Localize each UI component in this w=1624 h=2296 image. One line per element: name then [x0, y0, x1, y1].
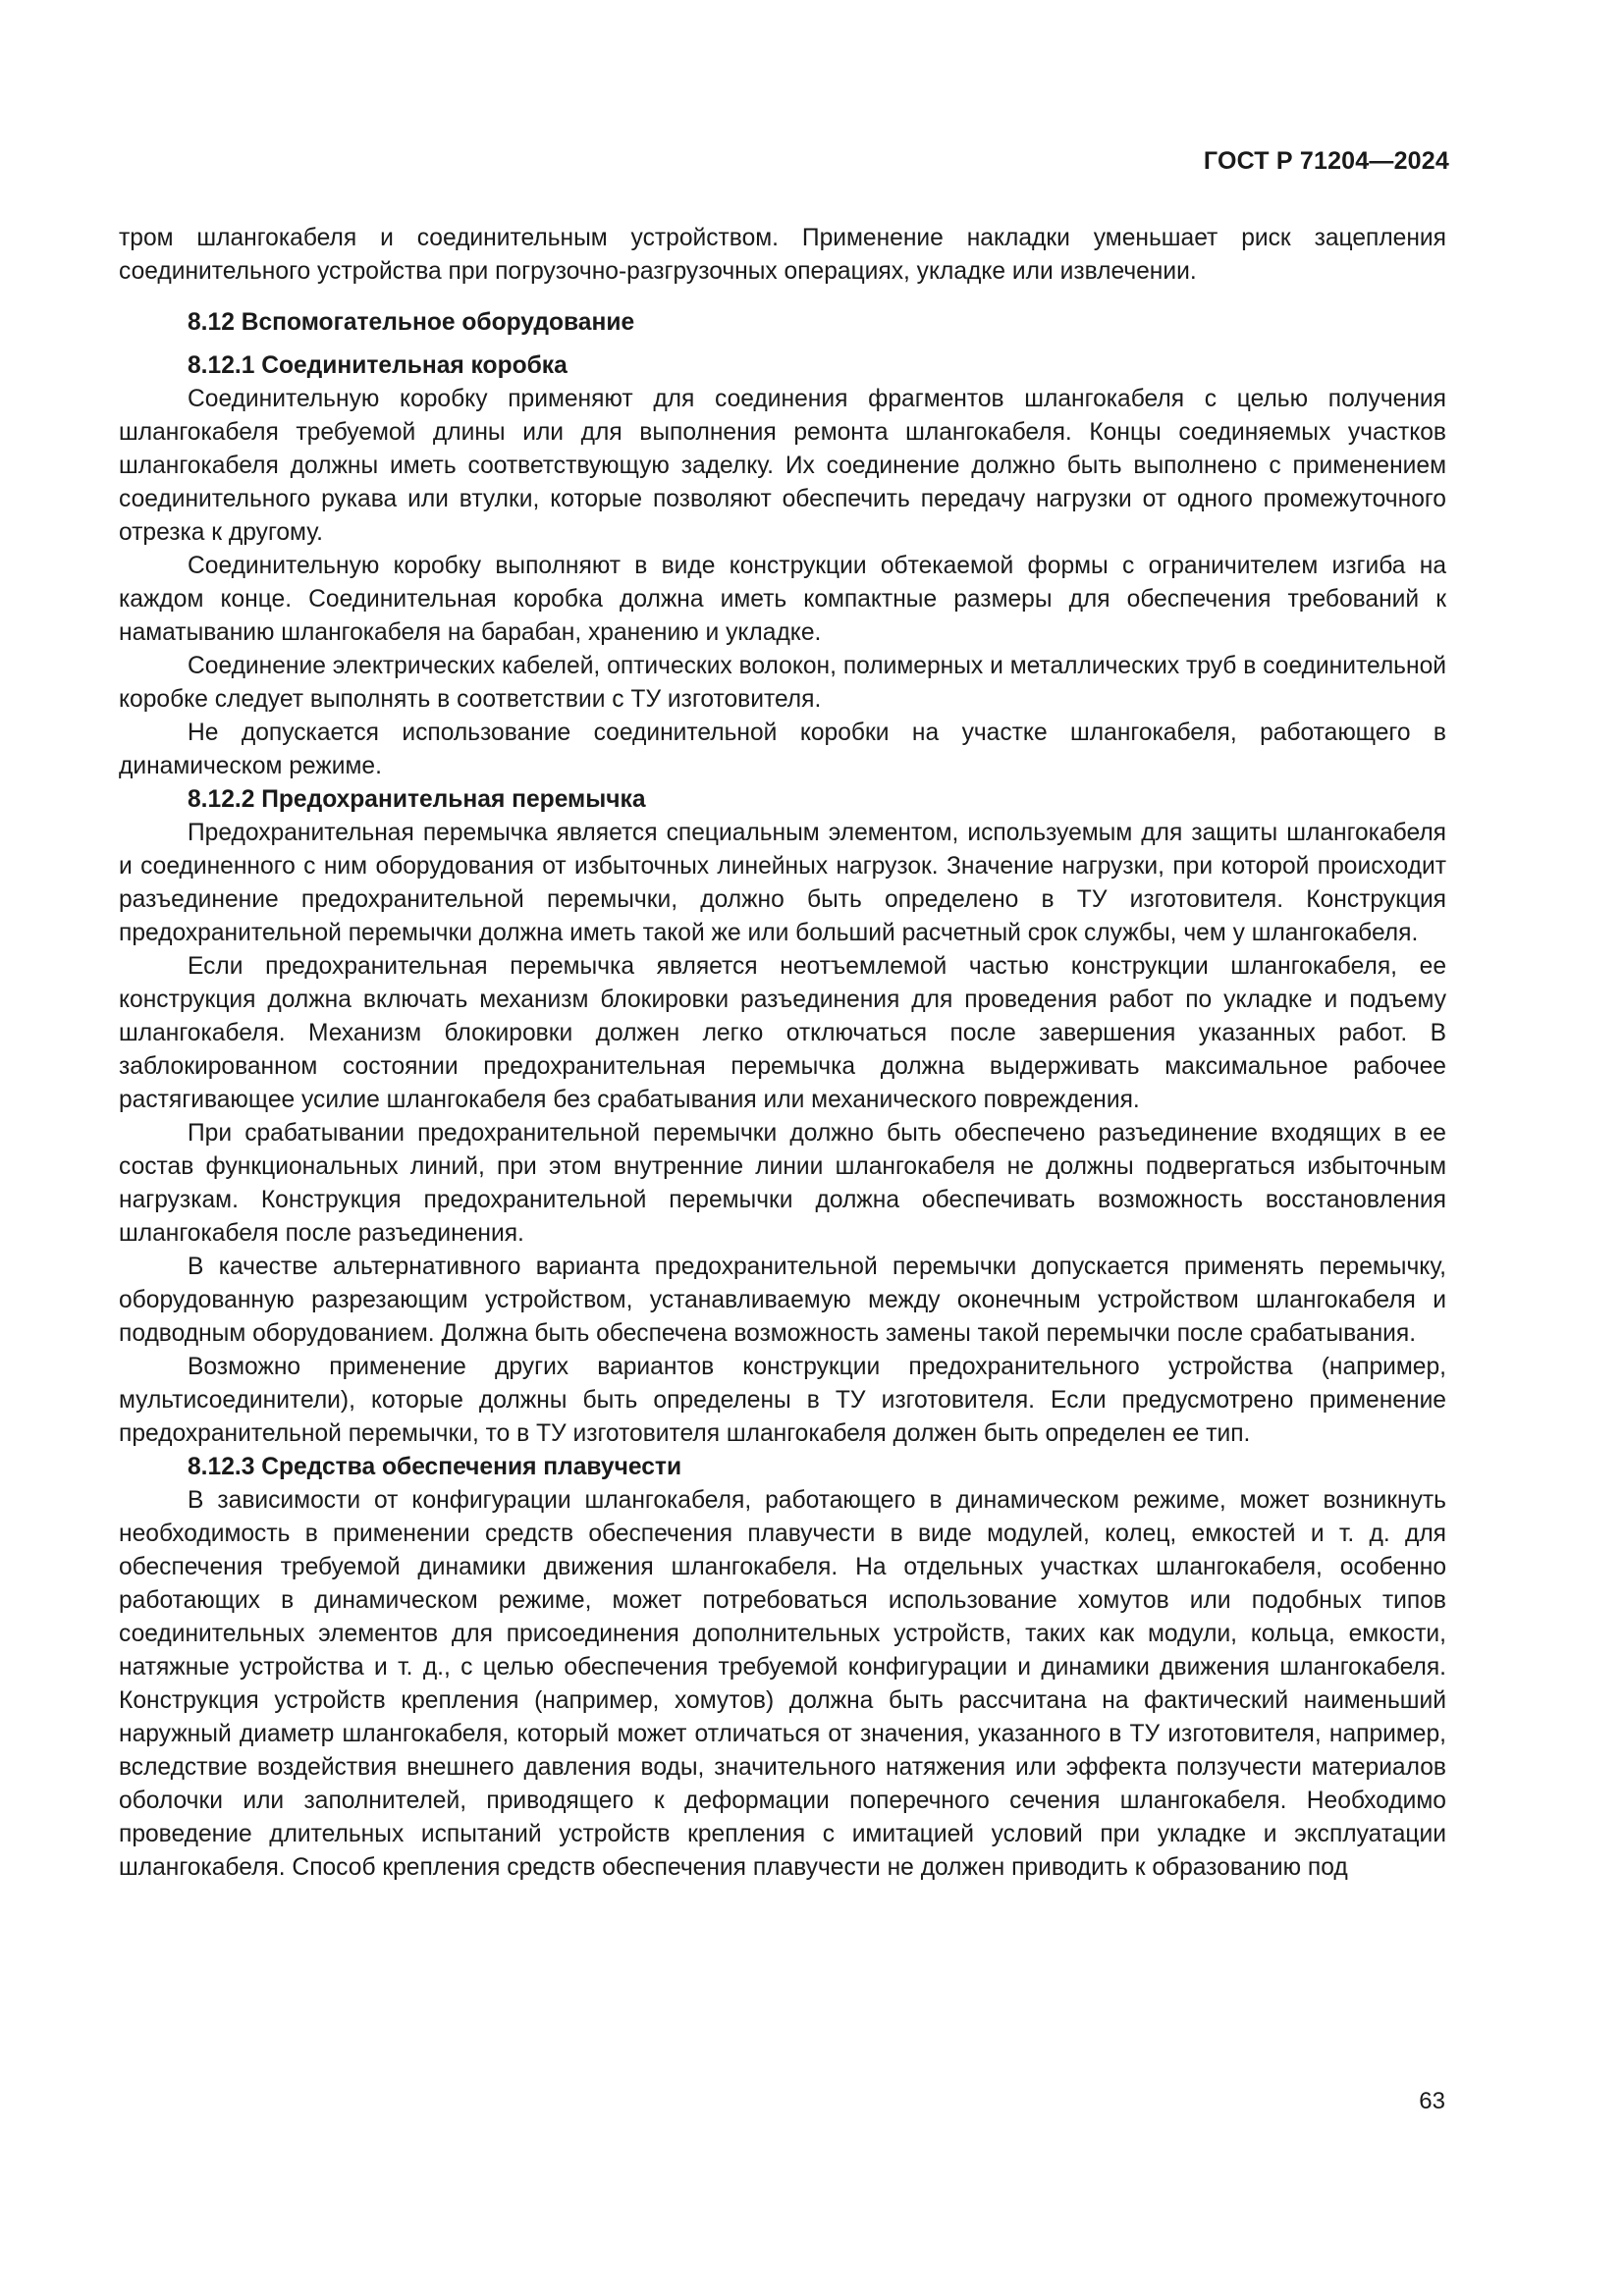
page-number: 63 [1419, 2088, 1445, 2114]
document-code-header: ГОСТ Р 71204—2024 [1203, 147, 1449, 175]
paragraph-8-12-2-4: В качестве альтернативного варианта предохранительной перемычки допускается применять перемычку, оборудованную разрезающим устройством, устанавливаемую между оконечным устройством шлангокабеля и подводным оборудованием. Должна быть обеспечена возможность замены такой перемычки после срабатывания. [119, 1254, 1446, 1347]
paragraph-8-12-2-3: При срабатывании предохранительной перемычки должно быть обеспечено разъединение входящих в ее состав функциональных линий, при этом внутренние линии шлангокабеля не должны подвергаться избыточным нагрузкам. Конструкция предохранительной перемычки должна обеспечивать возможность восстановления шлангокабеля после разъединения. [119, 1120, 1446, 1247]
section-8-12-heading: 8.12 Вспомогательное оборудование [188, 309, 635, 336]
paragraph-8-12-1-3: Соединение электрических кабелей, оптических волокон, полимерных и металлических труб в соединительной коробке следует выполнять в соответствии с ТУ изготовителя. [119, 653, 1446, 713]
section-8-12-2-heading: 8.12.2 Предохранительная перемычка [188, 786, 646, 813]
paragraph-8-12-1-4: Не допускается использование соединительной коробки на участке шлангокабеля, работающего в динамическом режиме. [119, 720, 1446, 779]
paragraph-8-12-1-2: Соединительную коробку выполняют в виде конструкции обтекаемой формы с ограничителем изгиба на каждом конце. Соединительная коробка должна иметь компактные размеры для обеспечения требований к наматыванию шлангокабеля на барабан, хранению и укладке. [119, 553, 1446, 646]
intro-paragraph: тром шлангокабеля и соединительным устройством. Применение накладки уменьшает риск зацепления соединительного устройства при погрузочно-разгрузочных операциях, укладке или извлечении. [119, 225, 1446, 285]
paragraph-8-12-3-1: В зависимости от конфигурации шлангокабеля, работающего в динамическом режиме, может возникнуть необходимость в применении средств обеспечения плавучести в виде модулей, колец, емкостей и т. д. для обеспечения требуемой динамики движения шлангокабеля. На отдельных участках шлангокабеля, особенно работающих в динамическом режиме, может потребоваться использование хомутов или подобных типов соединительных элементов для присоединения дополнительных устройств, таких как модули, кольца, емкости, натяжные устройства и т. д., с целью обеспечения требуемой конфигурации и динамики движения шлангокабеля. Конструкция устройств крепления (например, хомутов) должна быть рассчитана на фактический наименьший наружный диаметр шлангокабеля, который может отличаться от значения, указанного в ТУ изготовителя, например, вследствие воздействия внешнего давления воды, значительного натяжения или эффекта ползучести материалов оболочки или заполнителей, приводящего к деформации поперечного сечения шлангокабеля. Необходимо проведение длительных испытаний устройств крепления с имитацией условий при укладке и эксплуатации шлангокабеля. Способ крепления средств обеспечения плавучести не должен приводить к образованию под [119, 1487, 1446, 1881]
paragraph-8-12-1-1: Соединительную коробку применяют для соединения фрагментов шлангокабеля с целью получения шлангокабеля требуемой длины или для выполнения ремонта шлангокабеля. Концы соединяемых участков шлангокабеля должны иметь соответствующую заделку. Их соединение должно быть выполнено с применением соединительного рукава или втулки, которые позволяют обеспечить передачу нагрузки от одного промежуточного отрезка к другому. [119, 386, 1446, 546]
paragraph-8-12-2-5: Возможно применение других вариантов конструкции предохранительного устройства (например, мультисоединители), которые должны быть определены в ТУ изготовителя. Если предусмотрено применение предохранительной перемычки, то в ТУ изготовителя шлангокабеля должен быть определен ее тип. [119, 1354, 1446, 1447]
section-8-12-3-heading: 8.12.3 Средства обеспечения плавучести [188, 1454, 682, 1480]
paragraph-8-12-2-2: Если предохранительная перемычка является неотъемлемой частью конструкции шлангокабеля, ее конструкция должна включать механизм блокировки разъединения для проведения работ по укладке и подъему шлангокабеля. Механизм блокировки должен легко отключаться после завершения указанных работ. В заблокированном состоянии предохранительная перемычка должна выдерживать максимальное рабочее растягивающее усилие шлангокабеля без срабатывания или механического повреждения. [119, 953, 1446, 1113]
paragraph-8-12-2-1: Предохранительная перемычка является специальным элементом, используемым для защиты шлангокабеля и соединенного с ним оборудования от избыточных линейных нагрузок. Значение нагрузки, при которой происходит разъединение предохранительной перемычки, должно быть определено в ТУ изготовителя. Конструкция предохранительной перемычки должна иметь такой же или больший расчетный срок службы, чем у шлангокабеля. [119, 820, 1446, 946]
section-8-12-1-heading: 8.12.1 Соединительная коробка [188, 352, 568, 379]
document-body [119, 222, 1446, 1885]
